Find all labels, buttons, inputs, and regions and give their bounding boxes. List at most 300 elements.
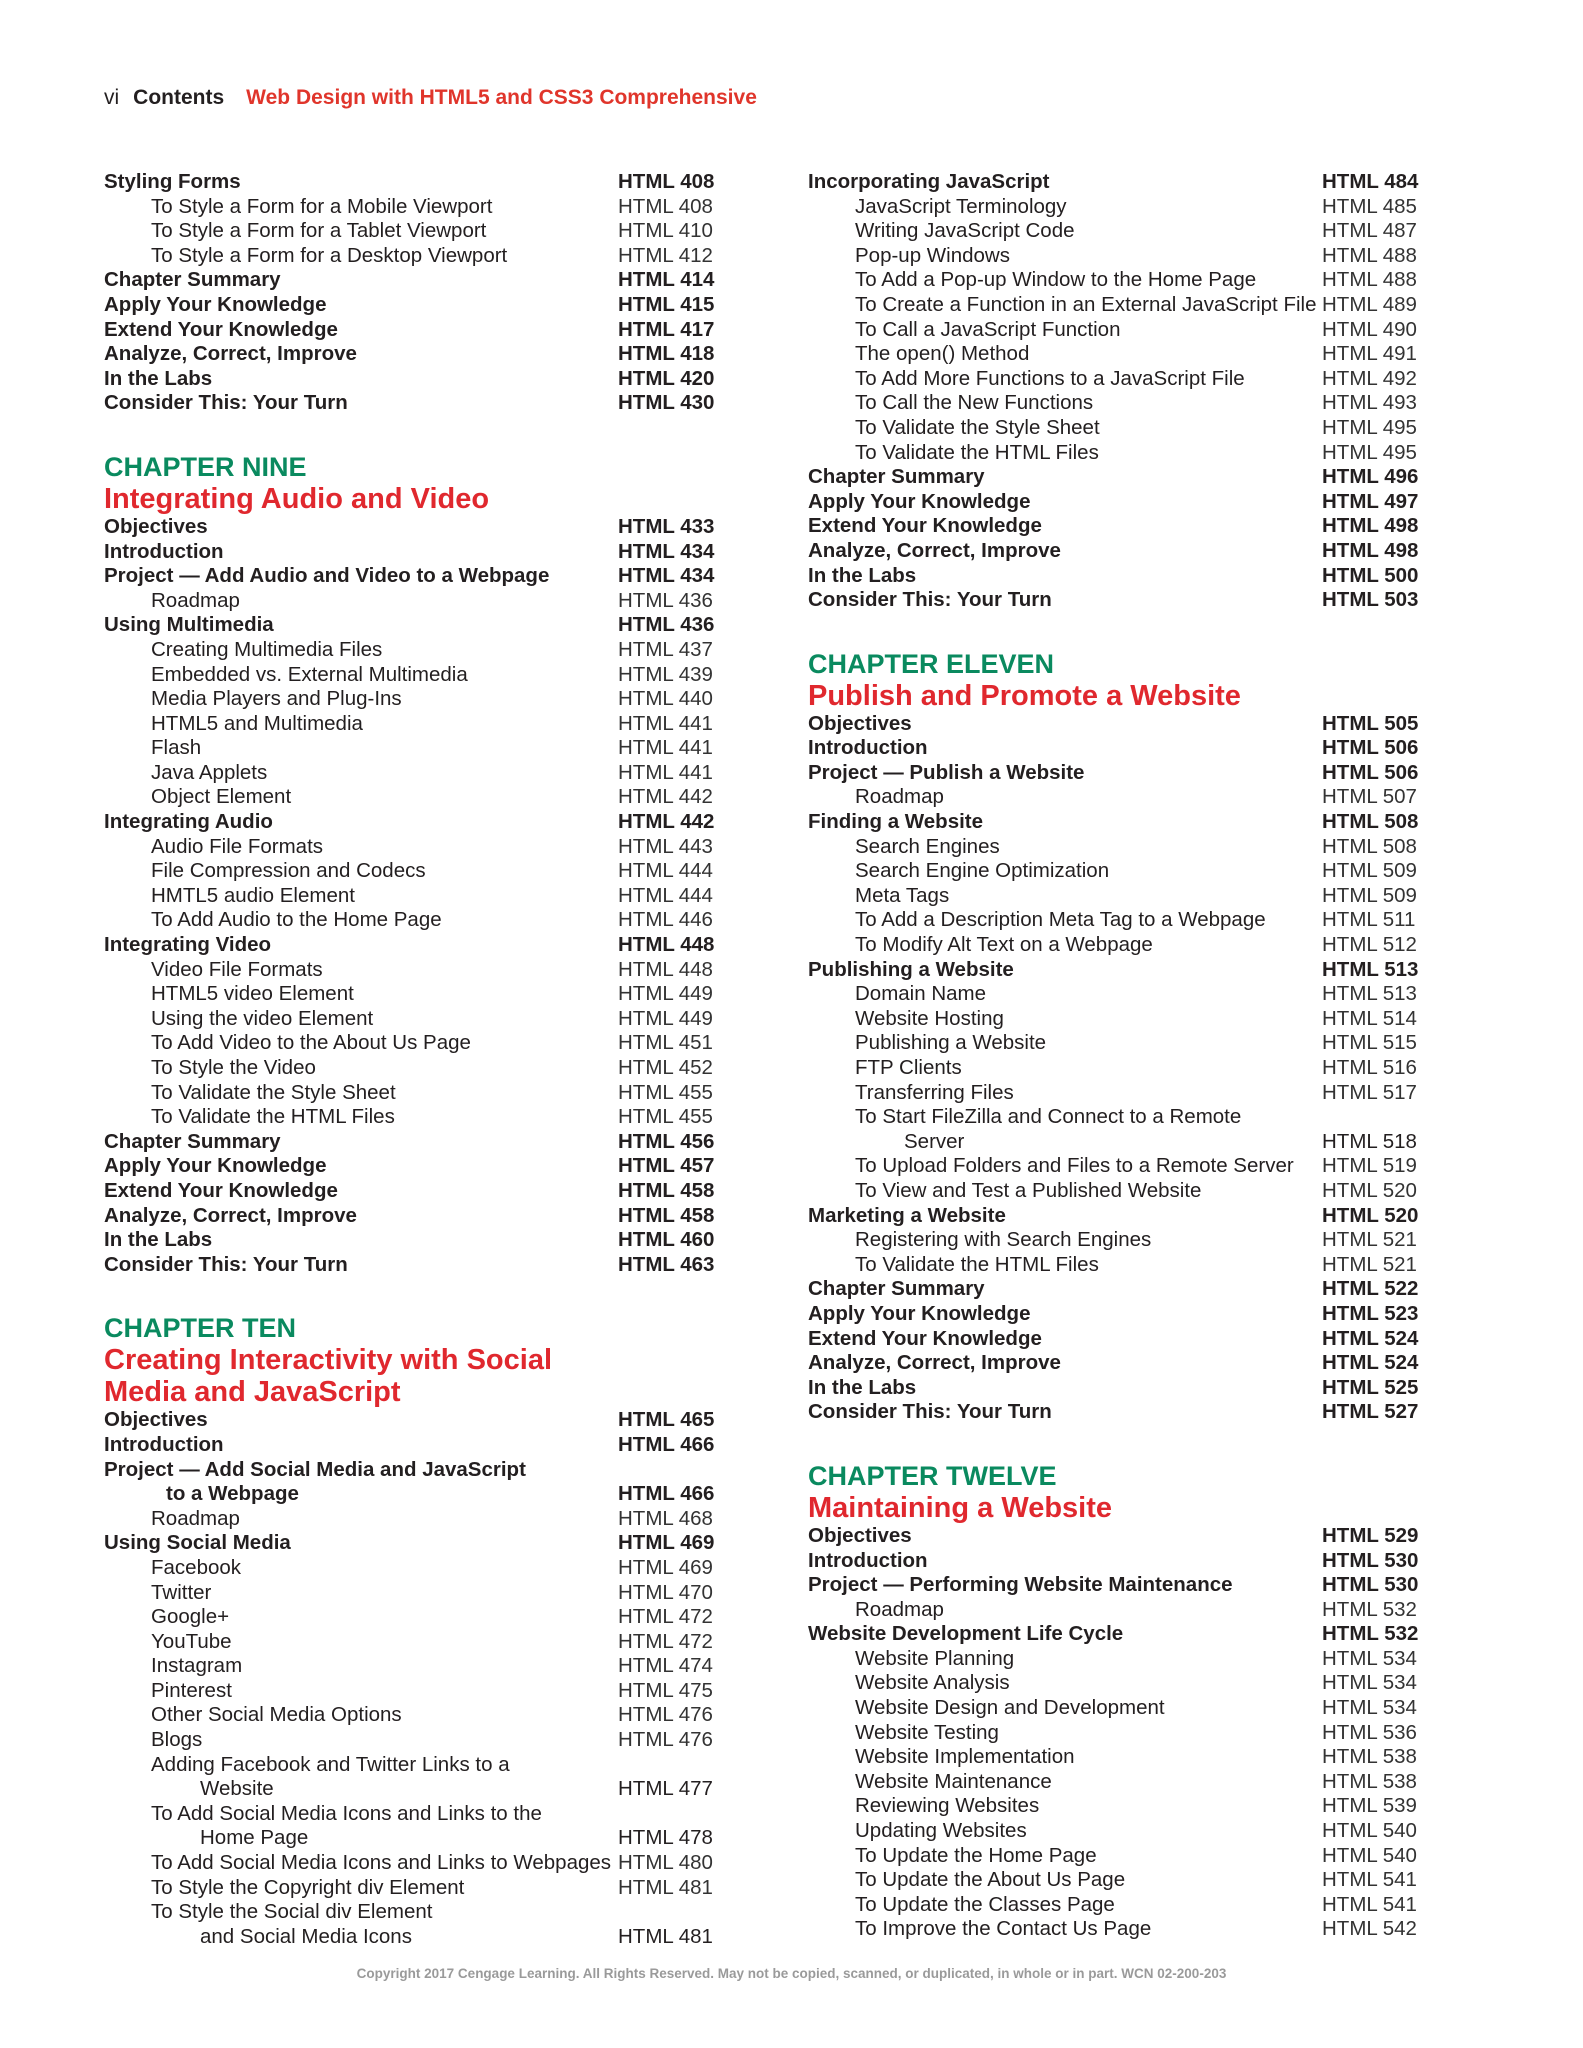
toc-page-ref: HTML 498 — [1322, 514, 1419, 538]
toc-entry[interactable] — [104, 1507, 720, 1532]
toc-entry-title: To Add Video to the About Us Page — [151, 1031, 471, 1055]
toc-entry[interactable] — [808, 982, 1432, 1007]
toc-page-ref: HTML 487 — [1322, 219, 1417, 243]
toc-page-ref: HTML 525 — [1322, 1375, 1419, 1399]
toc-entry-title: Using Social Media — [104, 1531, 291, 1555]
toc-entry-heading[interactable] — [104, 318, 720, 343]
toc-page-ref: HTML 434 — [618, 564, 715, 588]
toc-page-ref: HTML 442 — [618, 810, 715, 834]
toc-entry-title: Consider This: Your Turn — [104, 391, 348, 415]
toc-entry-heading[interactable] — [104, 564, 720, 589]
toc-entry[interactable] — [104, 761, 720, 786]
toc-page-ref: HTML 520 — [1322, 1203, 1419, 1227]
toc-page-ref: HTML 410 — [618, 219, 713, 243]
toc-entry-title: Website Implementation — [855, 1745, 1075, 1769]
toc-page-ref: HTML 517 — [1322, 1080, 1417, 1104]
toc-entry-heading[interactable] — [808, 539, 1432, 564]
toc-page-ref: HTML 408 — [618, 194, 713, 218]
toc-entry-title: Domain Name — [855, 982, 987, 1006]
toc-entry-title: To Add a Description Meta Tag to a Webpage — [855, 908, 1266, 932]
toc-page-ref: HTML 455 — [618, 1105, 713, 1129]
toc-entry-heading[interactable] — [104, 1408, 720, 1433]
toc-entry[interactable] — [104, 958, 720, 983]
toc-page-ref: HTML 529 — [1322, 1523, 1419, 1547]
toc-entry-heading[interactable] — [104, 1204, 720, 1229]
toc-entry-heading[interactable] — [808, 810, 1432, 835]
toc-entry-title: Extend Your Knowledge — [104, 317, 338, 341]
toc-entry-title: To Validate the HTML Files — [855, 440, 1099, 464]
toc-entry-title: HTML5 and Multimedia — [151, 711, 363, 735]
toc-entry-title: Other Social Media Options — [151, 1703, 402, 1727]
chapter-number: CHAPTER TWELVE — [808, 1460, 1057, 1491]
toc-entry-heading[interactable] — [808, 1376, 1432, 1401]
toc-entry[interactable] — [104, 219, 720, 244]
toc-entry[interactable] — [808, 268, 1432, 293]
toc-entry[interactable] — [104, 1900, 720, 1925]
toc-page-ref: HTML 489 — [1322, 292, 1417, 316]
toc-entry-title: To Style a Form for a Desktop Viewport — [151, 243, 508, 267]
toc-entry[interactable] — [808, 908, 1432, 933]
toc-entry-title: Apply Your Knowledge — [808, 1301, 1031, 1325]
toc-page-ref: HTML 498 — [1322, 538, 1419, 562]
toc-entry-title: To Improve the Contact Us Page — [855, 1917, 1152, 1941]
toc-entry[interactable] — [808, 1598, 1432, 1623]
toc-entry-title: Apply Your Knowledge — [808, 489, 1031, 513]
toc-page-ref: HTML 430 — [618, 391, 715, 415]
toc-page-ref: HTML 444 — [618, 859, 713, 883]
toc-entry[interactable] — [104, 1826, 720, 1851]
toc-entry[interactable] — [808, 1917, 1432, 1942]
toc-entry[interactable] — [808, 1671, 1432, 1696]
toc-entry-title: to a Webpage — [166, 1482, 299, 1506]
toc-entry-title: HMTL5 audio Element — [151, 883, 355, 907]
toc-entry[interactable] — [808, 1056, 1432, 1081]
toc-entry[interactable] — [808, 342, 1432, 367]
toc-entry-heading[interactable] — [808, 1524, 1432, 1549]
toc-page-ref: HTML 443 — [618, 834, 713, 858]
toc-entry[interactable] — [808, 318, 1432, 343]
toc-entry-title: Transferring Files — [855, 1080, 1014, 1104]
toc-page-ref: HTML 530 — [1322, 1573, 1419, 1597]
book-title: Web Design with HTML5 and CSS3 Comprehensive — [246, 86, 757, 109]
toc-entry[interactable] — [808, 1031, 1432, 1056]
toc-entry-title: Video File Formats — [151, 957, 323, 981]
toc-page-ref: HTML 540 — [1322, 1843, 1417, 1867]
toc-entry[interactable] — [104, 785, 720, 810]
toc-page-ref: HTML 477 — [618, 1777, 713, 1801]
toc-entry-title: Project — Add Audio and Video to a Webpage — [104, 564, 550, 588]
toc-page-ref: HTML 468 — [618, 1506, 713, 1530]
toc-entry-title: Meta Tags — [855, 883, 950, 907]
toc-entry-heading[interactable] — [808, 712, 1432, 737]
toc-entry-title: Creating Multimedia Files — [151, 637, 383, 661]
toc-entry-heading[interactable] — [104, 268, 720, 293]
chapter-title: Integrating Audio and Video — [104, 482, 490, 515]
toc-entry-heading[interactable] — [808, 1204, 1432, 1229]
toc-page-ref: HTML 441 — [618, 736, 713, 760]
toc-page-ref: HTML 539 — [1322, 1794, 1417, 1818]
toc-entry-heading[interactable] — [808, 465, 1432, 490]
toc-page-ref: HTML 415 — [618, 292, 715, 316]
toc-entry-title: Objectives — [104, 1408, 208, 1432]
toc-entry-title: Reviewing Websites — [855, 1794, 1040, 1818]
toc-page-ref: HTML 456 — [618, 1129, 715, 1153]
toc-entry[interactable] — [808, 391, 1432, 416]
toc-entry-heading[interactable] — [808, 958, 1432, 983]
toc-entry-title: In the Labs — [104, 1228, 213, 1252]
toc-entry-heading[interactable] — [104, 613, 720, 638]
toc-entry-title: and Social Media Icons — [200, 1924, 412, 1948]
toc-entry-heading[interactable] — [808, 564, 1432, 589]
toc-entry-title: To Style the Copyright div Element — [151, 1875, 465, 1899]
toc-entry-heading[interactable] — [808, 170, 1432, 195]
toc-entry-title: File Compression and Codecs — [151, 859, 426, 883]
toc-entry-title: Search Engines — [855, 834, 1000, 858]
chapter-title: Publish and Promote a Website — [808, 679, 1241, 712]
toc-entry[interactable] — [104, 1630, 720, 1655]
toc-entry-title: Server — [904, 1129, 965, 1153]
toc-entry-heading[interactable] — [808, 736, 1432, 761]
copyright-footer: Copyright 2017 Cengage Learning. All Rights Reserved. May not be copied, scanned, or duplicated, in whole or in part. WCN 02-200-203 — [356, 1966, 1227, 1981]
toc-entry[interactable] — [104, 1802, 720, 1827]
toc-entry[interactable] — [808, 1081, 1432, 1106]
toc-entry[interactable] — [808, 1844, 1432, 1869]
toc-entry-heading[interactable] — [808, 1573, 1432, 1598]
toc-entry-title: To Validate the HTML Files — [855, 1252, 1099, 1276]
toc-entry[interactable] — [808, 933, 1432, 958]
toc-entry-title: Twitter — [151, 1580, 212, 1604]
toc-entry-heading[interactable] — [808, 588, 1432, 613]
toc-entry-title: To Update the About Us Page — [855, 1868, 1126, 1892]
toc-entry[interactable] — [104, 1753, 720, 1778]
toc-page-ref: HTML 532 — [1322, 1597, 1417, 1621]
toc-page-ref: HTML 523 — [1322, 1301, 1419, 1325]
toc-page-ref: HTML 542 — [1322, 1917, 1417, 1941]
toc-entry-heading[interactable] — [104, 810, 720, 835]
toc-entry-heading[interactable] — [808, 761, 1432, 786]
toc-page-ref: HTML 524 — [1322, 1351, 1419, 1375]
toc-entry-heading[interactable] — [808, 1277, 1432, 1302]
toc-entry-title: Consider This: Your Turn — [808, 1400, 1052, 1424]
toc-entry-title: Website Hosting — [855, 1006, 1004, 1030]
toc-entry[interactable] — [104, 835, 720, 860]
toc-entry[interactable] — [808, 1179, 1432, 1204]
toc-entry-title: Introduction — [808, 736, 928, 760]
toc-entry-title: To Start FileZilla and Connect to a Remote — [855, 1105, 1242, 1129]
toc-page-ref: HTML 512 — [1322, 933, 1417, 957]
toc-entry-title: Roadmap — [855, 1597, 944, 1621]
toc-page-ref: HTML 418 — [618, 342, 715, 366]
toc-page-ref: HTML 441 — [618, 760, 713, 784]
toc-entry-heading[interactable] — [104, 1531, 720, 1556]
toc-page-ref: HTML 448 — [618, 957, 713, 981]
toc-entry[interactable] — [808, 1696, 1432, 1721]
toc-entry[interactable] — [104, 884, 720, 909]
toc-entry-heading[interactable] — [104, 1179, 720, 1204]
toc-entry-title: Styling Forms — [104, 170, 241, 193]
chapter-title: Media and JavaScript — [104, 1376, 401, 1409]
toc-page-ref: HTML 433 — [618, 514, 715, 538]
toc-entry-heading[interactable] — [104, 933, 720, 958]
toc-entry-title: Extend Your Knowledge — [808, 1326, 1042, 1350]
toc-entry[interactable] — [104, 589, 720, 614]
toc-entry[interactable] — [104, 1851, 720, 1876]
toc-entry-title: Chapter Summary — [808, 465, 985, 489]
toc-page-ref: HTML 514 — [1322, 1006, 1417, 1030]
toc-entry-title: Website Maintenance — [855, 1769, 1052, 1793]
toc-entry[interactable] — [808, 1105, 1432, 1130]
toc-entry[interactable] — [808, 1721, 1432, 1746]
toc-entry[interactable] — [104, 1031, 720, 1056]
toc-page-ref: HTML 485 — [1322, 194, 1417, 218]
toc-entry-heading[interactable] — [808, 1351, 1432, 1376]
toc-entry[interactable] — [808, 1868, 1432, 1893]
toc-entry[interactable] — [104, 1728, 720, 1753]
toc-entry-title: Website Testing — [855, 1720, 999, 1744]
toc-entry[interactable] — [104, 195, 720, 220]
toc-entry[interactable] — [808, 1745, 1432, 1770]
toc-page-ref: HTML 541 — [1322, 1892, 1417, 1916]
toc-page-ref: HTML 455 — [618, 1080, 713, 1104]
toc-entry-title: Publishing a Website — [855, 1031, 1047, 1055]
toc-entry-title: Facebook — [151, 1555, 242, 1579]
toc-entry-title: Introduction — [808, 1548, 928, 1572]
toc-page-ref: HTML 417 — [618, 317, 715, 341]
toc-entry[interactable] — [104, 982, 720, 1007]
toc-entry-title: Project — Add Social Media and JavaScript — [104, 1457, 526, 1481]
toc-page-ref: HTML 534 — [1322, 1646, 1417, 1670]
toc-entry[interactable] — [808, 219, 1432, 244]
toc-entry-title: To Validate the HTML Files — [151, 1105, 395, 1129]
toc-page-ref: HTML 437 — [618, 637, 713, 661]
toc-entry-title: Introduction — [104, 1432, 224, 1456]
toc-entry-title: To Add Audio to the Home Page — [151, 908, 442, 932]
toc-entry-heading[interactable] — [104, 293, 720, 318]
toc-entry[interactable] — [808, 293, 1432, 318]
toc-entry-heading[interactable] — [104, 1458, 720, 1483]
toc-entry-title: Extend Your Knowledge — [104, 1178, 338, 1202]
toc-page-ref: HTML 530 — [1322, 1548, 1419, 1572]
toc-entry-title: To Add Social Media Icons and Links to the — [151, 1801, 542, 1825]
chapter-number: CHAPTER TEN — [104, 1313, 297, 1344]
toc-entry[interactable] — [104, 244, 720, 269]
toc-entry-heading[interactable] — [104, 1253, 720, 1278]
toc-entry[interactable] — [104, 1081, 720, 1106]
toc-entry-title: Project — Performing Website Maintenance — [808, 1573, 1233, 1597]
toc-page-ref: HTML 490 — [1322, 317, 1417, 341]
toc-entry-title: Apply Your Knowledge — [104, 292, 327, 316]
toc-entry-title: Chapter Summary — [104, 268, 281, 292]
toc-entry-title: Extend Your Knowledge — [808, 514, 1042, 538]
toc-entry[interactable] — [104, 1777, 720, 1802]
toc-entry-title: Chapter Summary — [104, 1129, 281, 1153]
toc-entry-title: Roadmap — [151, 1506, 240, 1530]
toc-entry[interactable] — [104, 859, 720, 884]
toc-page-ref: HTML 480 — [618, 1851, 713, 1875]
toc-page-ref: HTML 497 — [1322, 489, 1419, 513]
toc-entry[interactable] — [104, 1605, 720, 1630]
toc-entry-heading[interactable] — [808, 1327, 1432, 1352]
toc-entry-heading[interactable] — [808, 1400, 1432, 1425]
toc-entry[interactable] — [808, 441, 1432, 466]
toc-entry[interactable] — [808, 416, 1432, 441]
toc-entry-title: Roadmap — [855, 785, 944, 809]
toc-entry[interactable] — [104, 1925, 720, 1950]
toc-entry[interactable] — [104, 1703, 720, 1728]
toc-entry[interactable] — [808, 1228, 1432, 1253]
toc-entry-heading[interactable] — [808, 514, 1432, 539]
toc-entry-title: To Validate the Style Sheet — [151, 1080, 396, 1104]
toc-entry-title: Chapter Summary — [808, 1277, 985, 1301]
toc-page-ref: HTML 493 — [1322, 391, 1417, 415]
toc-entry[interactable] — [808, 1130, 1432, 1155]
toc-page-ref: HTML 439 — [618, 662, 713, 686]
toc-page-ref: HTML 495 — [1322, 440, 1417, 464]
toc-entry-title: Objectives — [104, 514, 208, 538]
toc-entry[interactable] — [808, 1007, 1432, 1032]
toc-entry-title: To View and Test a Published Website — [855, 1178, 1202, 1202]
toc-page-ref: HTML 508 — [1322, 834, 1417, 858]
toc-entry-heading[interactable] — [104, 342, 720, 367]
toc-page-ref: HTML 466 — [618, 1482, 715, 1506]
toc-entry-heading[interactable] — [104, 367, 720, 392]
toc-entry[interactable] — [808, 1253, 1432, 1278]
toc-entry[interactable] — [104, 1581, 720, 1606]
toc-entry-title: Flash — [151, 736, 202, 760]
toc-page-ref: HTML 540 — [1322, 1819, 1417, 1843]
toc-page-ref: HTML 520 — [1322, 1178, 1417, 1202]
toc-entry[interactable] — [104, 908, 720, 933]
toc-entry-heading[interactable] — [808, 490, 1432, 515]
chapter-number: CHAPTER ELEVEN — [808, 648, 1055, 679]
toc-page-ref: HTML 458 — [618, 1203, 715, 1227]
toc-page-ref: HTML 476 — [618, 1703, 713, 1727]
toc-page-ref: HTML 436 — [618, 588, 713, 612]
toc-entry-title: Website Design and Development — [855, 1696, 1165, 1720]
toc-entry-title: Integrating Audio — [104, 810, 273, 834]
toc-page-ref: HTML 534 — [1322, 1696, 1417, 1720]
toc-entry[interactable] — [808, 884, 1432, 909]
toc-page-ref: HTML 414 — [618, 268, 715, 292]
toc-entry[interactable] — [808, 195, 1432, 220]
toc-page-ref: HTML 481 — [618, 1924, 713, 1948]
toc-page-ref: HTML 470 — [618, 1580, 713, 1604]
toc-entry-title: To Upload Folders and Files to a Remote Server — [855, 1154, 1294, 1178]
toc-entry-heading[interactable] — [104, 1130, 720, 1155]
toc-entry[interactable] — [808, 785, 1432, 810]
toc-entry[interactable] — [808, 1770, 1432, 1795]
toc-entry-title: Instagram — [151, 1654, 243, 1678]
toc-page-ref: HTML 469 — [618, 1555, 713, 1579]
toc-page-ref: HTML 492 — [1322, 366, 1417, 390]
toc-entry-heading[interactable] — [808, 1549, 1432, 1574]
toc-entry-title: Consider This: Your Turn — [808, 588, 1052, 612]
toc-page-ref: HTML 475 — [618, 1678, 713, 1702]
toc-entry-heading[interactable] — [104, 540, 720, 565]
toc-entry-title: In the Labs — [808, 563, 917, 587]
toc-entry-title: Analyze, Correct, Improve — [104, 342, 357, 366]
toc-entry[interactable] — [808, 835, 1432, 860]
toc-entry-title: To Add Social Media Icons and Links to Webpages — [151, 1851, 612, 1875]
running-header — [104, 83, 757, 113]
toc-page-ref: HTML 538 — [1322, 1745, 1417, 1769]
toc-entry[interactable] — [808, 1794, 1432, 1819]
chapter-title: Maintaining a Website — [808, 1491, 1113, 1524]
toc-entry-heading[interactable] — [104, 170, 720, 195]
toc-page-ref: HTML 521 — [1322, 1252, 1417, 1276]
toc-entry[interactable] — [104, 736, 720, 761]
toc-entry[interactable] — [808, 1154, 1432, 1179]
toc-entry[interactable] — [104, 1876, 720, 1901]
toc-entry[interactable] — [104, 1679, 720, 1704]
toc-entry[interactable] — [104, 1105, 720, 1130]
toc-entry-title: Writing JavaScript Code — [855, 219, 1075, 243]
toc-page-ref: HTML 507 — [1322, 785, 1417, 809]
toc-entry[interactable] — [808, 367, 1432, 392]
toc-page-ref: HTML 505 — [1322, 711, 1419, 735]
toc-page-ref: HTML 457 — [618, 1154, 715, 1178]
toc-entry[interactable] — [808, 1647, 1432, 1672]
toc-entry-title: Audio File Formats — [151, 834, 324, 858]
toc-entry-heading[interactable] — [104, 515, 720, 540]
toc-entry-heading[interactable] — [104, 1228, 720, 1253]
toc-entry-title: Finding a Website — [808, 810, 984, 834]
toc-entry[interactable] — [104, 687, 720, 712]
toc-entry[interactable] — [808, 244, 1432, 269]
toc-page-ref: HTML 434 — [618, 539, 715, 563]
toc-entry[interactable] — [104, 1654, 720, 1679]
toc-entry-title: Blogs — [151, 1728, 203, 1752]
toc-page-ref: HTML 469 — [618, 1531, 715, 1555]
toc-entry[interactable] — [104, 663, 720, 688]
toc-entry-heading[interactable] — [104, 391, 720, 416]
toc-entry-heading[interactable] — [808, 1622, 1432, 1647]
toc-page-ref: HTML 532 — [1322, 1622, 1419, 1646]
toc-entry-title: In the Labs — [104, 366, 213, 390]
toc-page-ref: HTML 521 — [1322, 1228, 1417, 1252]
toc-entry-heading[interactable] — [104, 1154, 720, 1179]
toc-entry-title: Search Engine Optimization — [855, 859, 1110, 883]
toc-entry[interactable] — [104, 1007, 720, 1032]
toc-entry-title: YouTube — [151, 1629, 232, 1653]
toc-entry-title: The open() Method — [855, 342, 1030, 366]
toc-page-ref: HTML 458 — [618, 1178, 715, 1202]
toc-entry-title: JavaScript Terminology — [855, 194, 1067, 218]
toc-page-ref: HTML 508 — [1322, 810, 1419, 834]
toc-page-ref: HTML 451 — [618, 1031, 713, 1055]
toc-entry[interactable] — [808, 859, 1432, 884]
toc-entry-title: Adding Facebook and Twitter Links to a — [151, 1752, 510, 1776]
toc-page-ref: HTML 506 — [1322, 736, 1419, 760]
toc-entry[interactable] — [808, 1819, 1432, 1844]
toc-entry-heading[interactable] — [104, 1433, 720, 1458]
toc-entry-heading[interactable] — [104, 1482, 720, 1507]
toc-entry[interactable] — [104, 1556, 720, 1581]
toc-page-ref: HTML 481 — [618, 1875, 713, 1899]
toc-entry-title: Updating Websites — [855, 1819, 1027, 1843]
toc-entry-title: Website Analysis — [855, 1671, 1010, 1695]
toc-entry-title: Consider This: Your Turn — [104, 1252, 348, 1276]
toc-entry-title: To Add a Pop-up Window to the Home Page — [855, 268, 1257, 292]
toc-entry[interactable] — [808, 1893, 1432, 1918]
toc-entry[interactable] — [104, 1056, 720, 1081]
toc-entry[interactable] — [104, 712, 720, 737]
toc-page-ref: HTML 538 — [1322, 1769, 1417, 1793]
toc-page-ref: HTML 516 — [1322, 1056, 1417, 1079]
toc-entry-title: Object Element — [151, 785, 292, 809]
toc-entry-heading[interactable] — [808, 1302, 1432, 1327]
toc-entry[interactable] — [104, 638, 720, 663]
